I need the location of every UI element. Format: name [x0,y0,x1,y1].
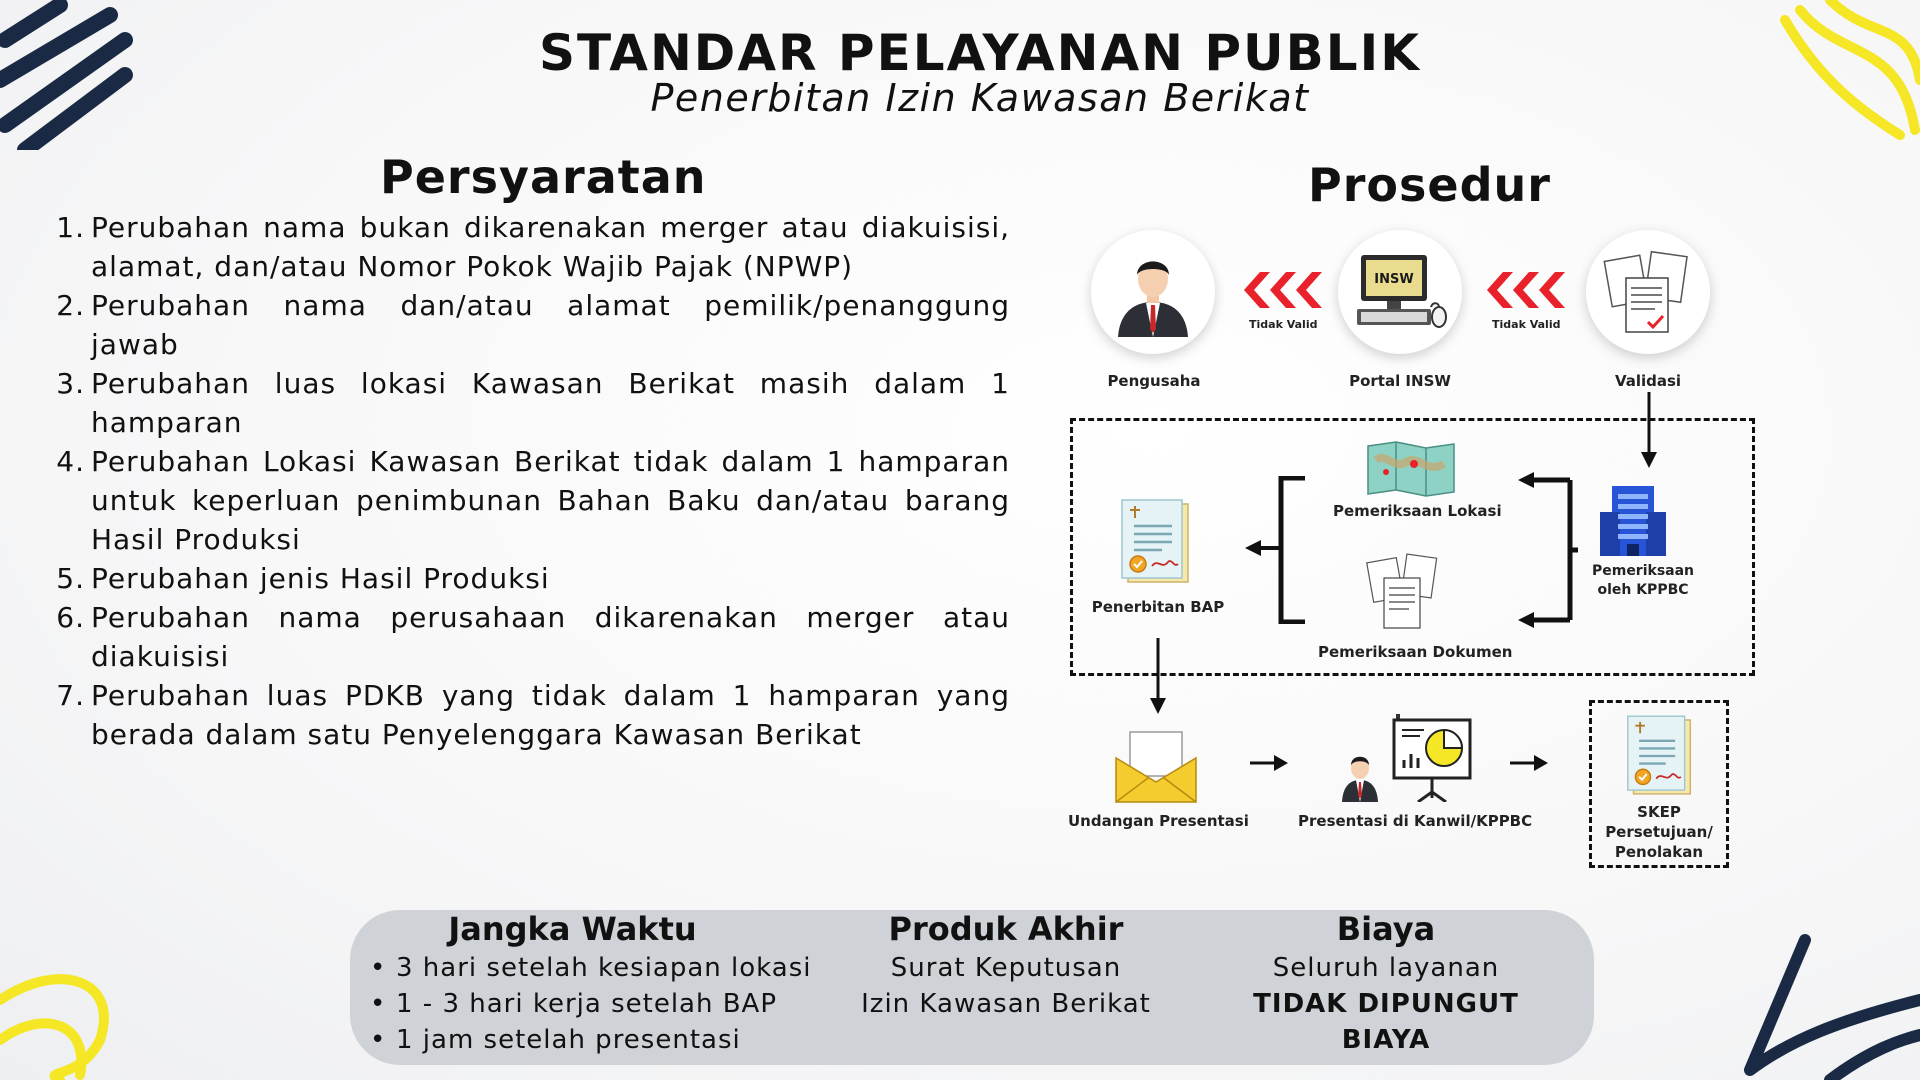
pemeriksaan-dokumen-label: Pemeriksaan Dokumen [1318,643,1513,661]
skep-label: SKEP Persetujuan/ Penolakan [1605,803,1713,861]
list-item: 3. Perubahan luas lokasi Kawasan Berikat masih dalam 1 hamparan [56,367,1010,439]
envelope-icon [1114,730,1198,804]
list-item: 7. Perubahan luas PDKB yang tidak dalam 1 hamparan yang berada dalam satu Penyelenggara Kawasan Berikat [56,679,1010,751]
arrow-down-icon [1637,392,1661,472]
requirements-heading: Persyaratan [380,150,707,204]
list-item: 6. Perubahan nama perusahaan dikarenakan merger atau diakuisisi [56,601,1010,673]
jangka-waktu-list [370,950,811,1058]
pengusaha-node [1091,230,1215,354]
branch-bracket-left [1245,476,1315,624]
list-item: 4. Perubahan Lokasi Kawasan Berikat tidak dalam 1 hamparan untuk keperluan penimbunan Bahan Baku dan/atau barang Hasil Produksi [56,445,1010,556]
produk-akhir-heading: Produk Akhir [888,910,1124,948]
list-item: • 3 hari setelah kesiapan lokasi [370,950,811,986]
documents-icon [1600,244,1696,340]
penerbitan-bap-label: Penerbitan BAP [1091,598,1225,616]
list-item: 2. Perubahan nama dan/atau alamat pemilik/penanggung jawab [56,289,1010,361]
biaya-text: Seluruh layanan TIDAK DIPUNGUT BIAYA [1253,953,1519,1055]
jangka-waktu-heading: Jangka Waktu [448,910,697,948]
computer-icon [1351,247,1449,337]
page-title: STANDAR PELAYANAN PUBLIK [539,24,1421,82]
tidak-valid-label: Tidak Valid [1492,318,1561,331]
building-icon [1598,482,1668,560]
red-chevrons-left-icon [1240,270,1324,310]
validasi-node [1586,230,1710,354]
pemeriksaan-kppbc-label: Pemeriksaan oleh KPPBC [1591,563,1695,598]
arrow-down-icon [1146,638,1170,718]
list-item: 5. Perubahan jenis Hasil Produksi [56,562,550,595]
undangan-presentasi-label: Undangan Presentasi [1068,812,1249,830]
certificate-icon [1624,714,1696,798]
pengusaha-label: Pengusaha [1107,372,1201,390]
requirements-list [55,208,1010,754]
insw-screen-text: INSW [1374,272,1414,287]
map-icon [1366,440,1456,498]
portal-insw-label: Portal INSW [1349,372,1451,390]
navy-scribble-bottom-right [1730,930,1920,1080]
arrow-right-icon [1510,752,1550,774]
pemeriksaan-lokasi-label: Pemeriksaan Lokasi [1333,502,1502,520]
procedure-heading: Prosedur [1308,158,1551,212]
list-item: • 1 jam setelah presentasi [370,1022,811,1058]
produk-akhir-text: Surat Keputusan Izin Kawasan Berikat [861,953,1151,1019]
businessman-icon [1108,247,1198,337]
branch-arrows-right [1518,470,1578,630]
yellow-scribble-bottom-left [0,940,130,1080]
presentasi-label: Presentasi di Kanwil/KPPBC [1298,812,1533,830]
certificate-icon [1118,498,1194,586]
red-chevrons-left-icon [1483,270,1567,310]
documents-icon [1364,550,1440,634]
presentation-icon [1332,712,1472,802]
biaya-heading: Biaya [1336,910,1436,948]
list-item: 1. Perubahan nama bukan dikarenakan merger atau diakuisisi, alamat, dan/atau Nomor Pokok Wajib Pajak (NPWP) [56,211,1010,283]
list-item: • 1 - 3 hari kerja setelah BAP [370,986,811,1022]
arrow-right-icon [1250,752,1290,774]
portal-insw-node [1338,230,1462,354]
tidak-valid-label: Tidak Valid [1249,318,1318,331]
page-subtitle: Penerbitan Izin Kawasan Berikat [650,76,1310,120]
validasi-label: Validasi [1614,372,1682,390]
